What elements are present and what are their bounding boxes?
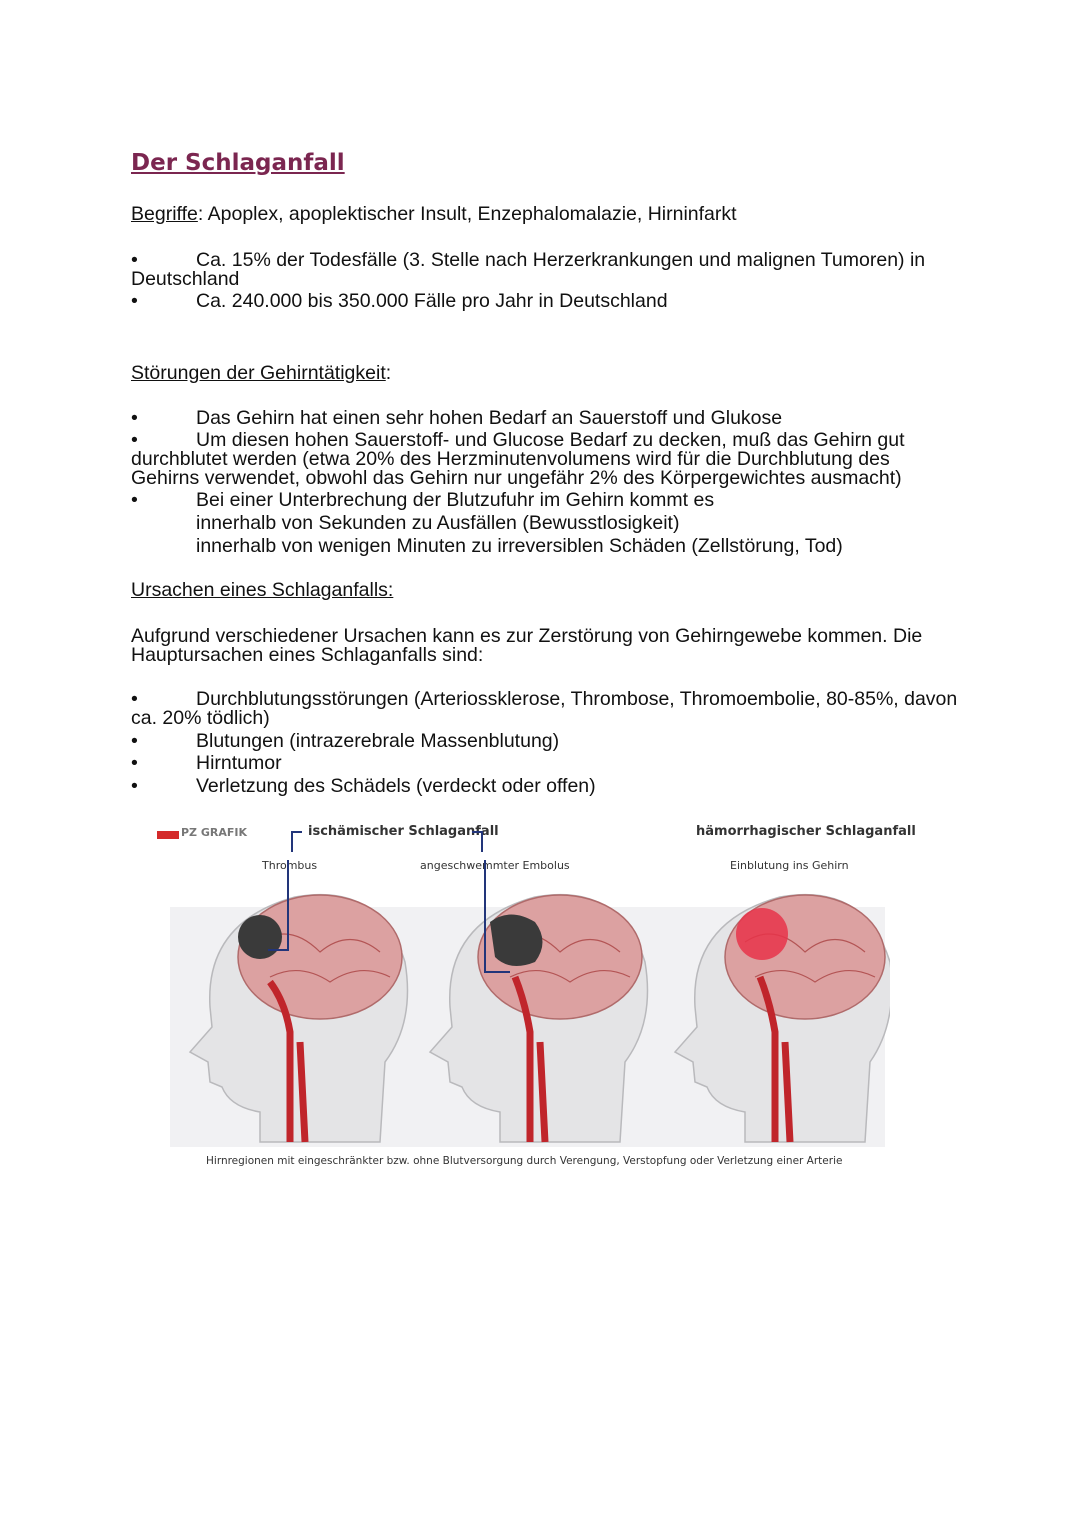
bleeding-label: Einblutung ins Gehirn bbox=[730, 859, 849, 872]
hemorrhagic-label: hämorrhagischer Schlaganfall bbox=[696, 824, 916, 839]
bullet: • bbox=[131, 688, 138, 710]
list-item bbox=[131, 754, 961, 773]
sub-item: innerhalb von wenigen Minuten zu irreversiblen Schäden (Zellstörung, Tod) bbox=[196, 535, 843, 557]
bullet: • bbox=[131, 249, 138, 271]
list-item-text: Bei einer Unterbrechung der Blutzufuhr im Gehirn kommt es bbox=[196, 489, 715, 511]
stoerungen-heading: Störungen der Gehirntätigkeit bbox=[131, 362, 386, 384]
bullet: • bbox=[131, 775, 138, 797]
stoerungen-heading-suffix: : bbox=[385, 362, 392, 384]
embolus-label: angeschwemmter Embolus bbox=[420, 859, 570, 872]
bullet: • bbox=[131, 429, 138, 451]
list-item-text: Das Gehirn hat einen sehr hohen Bedarf an Sauerstoff und Glukose bbox=[196, 407, 783, 429]
begriffe-line bbox=[131, 205, 737, 224]
list-item bbox=[131, 292, 961, 311]
list-item bbox=[131, 409, 961, 428]
bullet: • bbox=[131, 730, 138, 752]
list-item-text: Um diesen hohen Sauerstoff- und Glucose Bedarf zu decken, muß das Gehirn gut durchblutet werden (etwa 20% des Herzminutenvolumens wird für die Durchblutung des Gehirns verwendet, obwohl das Gehirn nur ungefähr 2% des Körpergewichtes ausmacht) bbox=[131, 429, 905, 489]
thrombus-label: Thrombus bbox=[262, 859, 318, 872]
head-diagrams bbox=[150, 812, 890, 1152]
list-item-text: Hirntumor bbox=[196, 752, 282, 774]
list-item bbox=[131, 431, 961, 488]
bullet: • bbox=[131, 407, 138, 429]
begriffe-label: Begriffe bbox=[131, 203, 198, 225]
bullet: • bbox=[131, 752, 138, 774]
begriffe-text: : Apoplex, apoplektischer Insult, Enzephalomalazie, Hirninfarkt bbox=[197, 203, 737, 225]
list-item bbox=[131, 690, 961, 728]
sub-item: innerhalb von Sekunden zu Ausfällen (Bewusstlosigkeit) bbox=[196, 512, 680, 534]
list-item bbox=[131, 251, 961, 289]
bullet: • bbox=[131, 290, 138, 312]
bullet: • bbox=[131, 489, 138, 511]
list-item-text: Durchblutungsstörungen (Arteriossklerose, Thrombose, Thromoembolie, 80-85%, davon ca. 20% tödlich) bbox=[131, 688, 958, 729]
list-item-text: Ca. 15% der Todesfälle (3. Stelle nach Herzerkrankungen und malignen Tumoren) in Deutschland bbox=[131, 249, 926, 290]
list-item-text: Ca. 240.000 bis 350.000 Fälle pro Jahr in Deutschland bbox=[196, 290, 668, 312]
list-item bbox=[131, 732, 961, 751]
bracket-icon bbox=[292, 832, 482, 852]
ischemic-label: ischämischer Schlaganfall bbox=[308, 824, 499, 839]
list-item bbox=[131, 491, 961, 510]
ursachen-intro: Aufgrund verschiedener Ursachen kann es zur Zerstörung von Gehirngewebe kommen. Die Hauptursachen eines Schlaganfalls sind: bbox=[131, 625, 923, 666]
stroke-illustration bbox=[150, 812, 916, 1182]
list-item-text: Blutungen (intrazerebrale Massenblutung) bbox=[196, 730, 560, 752]
figure-logo: PZ GRAFIK bbox=[181, 826, 248, 839]
section-heading-ursachen: Ursachen eines Schlaganfalls: bbox=[131, 579, 394, 601]
list-item-text: Verletzung des Schädels (verdeckt oder offen) bbox=[196, 775, 596, 797]
list-item bbox=[131, 777, 961, 796]
section-heading-stoerungen bbox=[131, 364, 391, 383]
page-title: Der Schlaganfall bbox=[131, 150, 345, 176]
figure-caption: Hirnregionen mit eingeschränkter bzw. ohne Blutversorgung durch Verengung, Verstopfung oder Verletzung einer Arterie bbox=[206, 1155, 843, 1167]
